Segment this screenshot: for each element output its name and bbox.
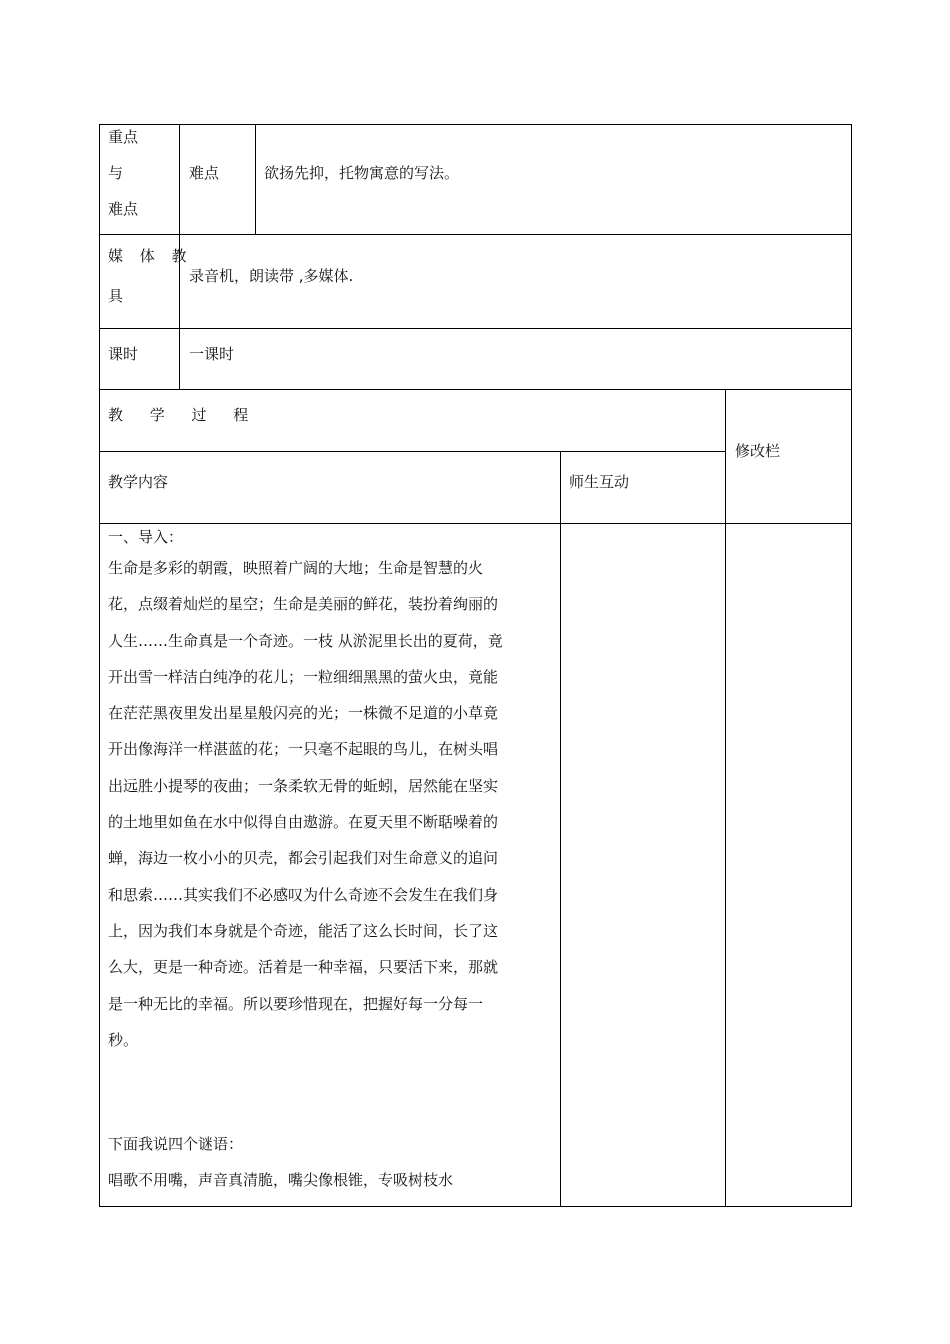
paragraph-line: 的土地里如鱼在水中似得自由遨游。在夏天里不断聒噪着的: [108, 813, 499, 832]
paragraph-line: 是一种无比的幸福。所以要珍惜现在，把握好每一分每一: [108, 994, 484, 1013]
paragraph-line: 和思索……其实我们不必感叹为什么奇迹不会发生在我们身: [108, 885, 499, 904]
paragraph-line: 秒。: [108, 1030, 139, 1049]
paragraph-line: 开出雪一样洁白纯净的花儿；一粒细细黑黑的萤火虫，竟能: [108, 667, 499, 686]
focus-label-line1: 重点: [108, 128, 139, 146]
table-border-top: [99, 124, 852, 125]
focus-label-line2: 与: [108, 164, 124, 182]
paragraph-line: 蝉，海边一枚小小的贝壳，都会引起我们对生命意义的追问: [108, 849, 499, 868]
paragraph-line: 开出像海洋一样湛蓝的花；一只毫不起眼的鸟儿，在树头唱: [108, 740, 499, 759]
period-content: 一课时: [189, 345, 235, 363]
difficulty-content: 欲扬先抑，托物寓意的写法。: [264, 164, 460, 182]
row-divider: [99, 523, 852, 524]
col-divider: [560, 451, 561, 1207]
riddle-line: 唱歌不用嘴，声音真清脆，嘴尖像根锥，专吸树枝水: [108, 1171, 454, 1189]
paragraph-line: 上，因为我们本身就是个奇迹，能活了这么长时间，长了这: [108, 921, 499, 940]
focus-label-line3: 难点: [108, 200, 139, 218]
process-label: 教 学 过 程: [108, 406, 260, 424]
paragraph-line: 在茫茫黑夜里发出星星般闪亮的光；一株微不足道的小草竟: [108, 704, 499, 723]
col-divider: [255, 124, 256, 235]
paragraph-line: 花，点缀着灿烂的星空；生命是美丽的鲜花，装扮着绚丽的: [108, 595, 499, 614]
row-divider: [99, 389, 852, 390]
riddle-intro: 下面我说四个谜语：: [108, 1135, 244, 1153]
intro-heading: 一、导入：: [108, 528, 184, 546]
difficulty-label: 难点: [189, 164, 220, 182]
table-border-right: [851, 124, 852, 1207]
row-divider: [99, 328, 852, 329]
col-divider: [725, 389, 726, 1207]
table-border-bottom: [99, 1206, 852, 1207]
content-column-header: 教学内容: [108, 473, 169, 491]
paragraph-line: 么大，更是一种奇迹。活着是一种幸福，只要活下来，那就: [108, 958, 499, 977]
paragraph-line: 生命是多彩的朝霞，映照着广阔的大地；生命是智慧的火: [108, 559, 484, 577]
interaction-column-header: 师生互动: [569, 473, 630, 491]
revision-column-label: 修改栏: [735, 442, 781, 460]
row-divider: [99, 451, 725, 452]
paragraph-line: 人生……生命真是一个奇迹。一枝 从淤泥里长出的夏荷，竟: [108, 631, 503, 650]
table-border-left: [99, 124, 100, 1207]
row-divider: [99, 234, 852, 235]
intro-paragraph: [108, 550, 554, 1058]
media-label-line2: 具: [108, 287, 124, 305]
media-content: 录音机，朗读带 ,多媒体.: [189, 267, 354, 285]
media-label-line1: 媒 体 教: [108, 247, 193, 265]
period-label: 课时: [108, 345, 139, 363]
paragraph-line: 出远胜小提琴的夜曲；一条柔软无骨的蚯蚓，居然能在坚实: [108, 776, 499, 795]
